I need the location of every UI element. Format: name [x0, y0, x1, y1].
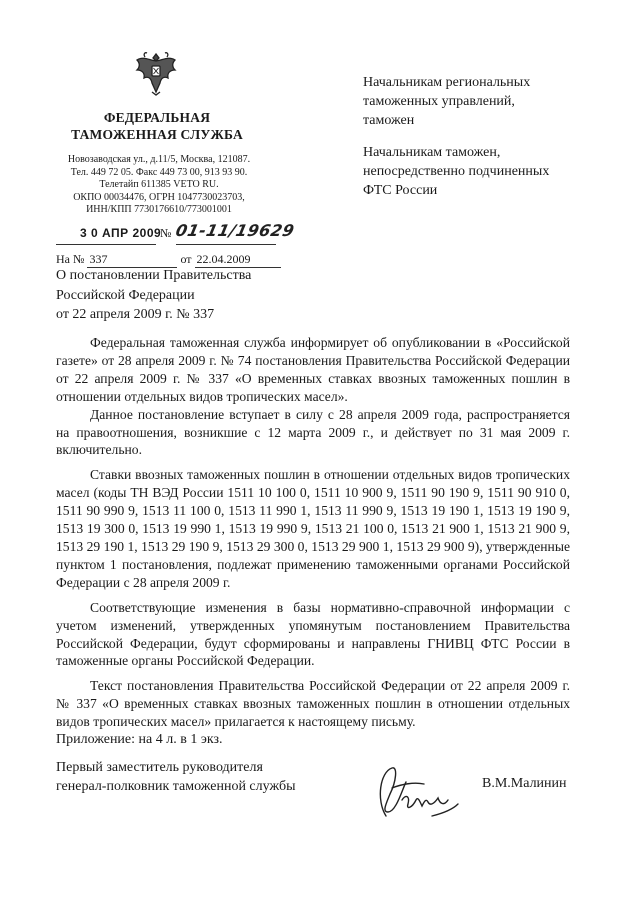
org-okpo: ОКПО 00034476, ОГРН 1047730023703,: [73, 191, 245, 203]
addressee-line: таможен: [363, 113, 415, 128]
ref-date: 22.04.2009: [195, 252, 281, 268]
body-paragraph: Федеральная таможенная служба информирует об опубликовании в «Российской газете» от 28 апреля 2009 г. № 74 постановления Правительства Российской Федерации от 22 апреля 2009 г. № 337 «О временных ставках ввозных таможенных пошлин в отношении отдельных видов тропических масел».: [56, 335, 570, 404]
number-sign: №: [160, 226, 172, 240]
addressee-line: ФТС России: [363, 183, 438, 198]
date-underline: [56, 244, 156, 245]
org-teletype: Телетайп 611385 VETO RU.: [99, 179, 219, 191]
body-paragraph: Данное постановление вступает в силу с 28 апреля 2009 года, распространяется на правоотношения, возникшие с 12 марта 2009 г., и действует по 31 мая 2009 г. включительно.: [56, 406, 570, 458]
registration-number: 01-11/19629: [173, 221, 297, 240]
addressee-line: таможенных управлений,: [363, 94, 515, 109]
number-underline: [176, 244, 276, 245]
ref-number: 337: [87, 252, 177, 268]
org-inn: ИНН/КПП 7730176610/773001001: [86, 204, 232, 216]
addressee-group-2: [363, 143, 603, 200]
org-name: [52, 109, 262, 143]
addressee-group-1: [363, 73, 603, 130]
subject-line: от 22 апреля 2009 г. № 337: [56, 307, 215, 322]
signatory-position: [56, 758, 336, 796]
org-details: [48, 154, 270, 217]
subject-line: О постановлении Правительства: [56, 268, 252, 283]
body-paragraph: Соответствующие изменения в базы нормативно-справочной информации с учетом изменений, утвержденных упомянутым постановлением Правительства Российской Федерации, будут сформированы и направлены ГНИВЦ ФТС России в таможенные органы Российской Федерации.: [56, 599, 570, 669]
letter-body: [56, 334, 570, 731]
subject-line: Российской Федерации: [56, 287, 195, 303]
ref-prefix: На №: [56, 252, 85, 266]
org-name-line1: ФЕДЕРАЛЬНАЯ: [103, 110, 211, 125]
body-paragraph: Текст постановления Правительства Российской Федерации от 22 апреля 2009 г. № 337 «О временных ставках ввозных таможенных пошлин в отношении отдельных видов тропических масел» прилагается к настоящему письму.: [56, 678, 570, 730]
signer-name: В.М.Малинин: [482, 776, 567, 791]
org-phone: Тел. 449 72 05. Факс 449 73 00, 913 93 90.: [70, 166, 248, 178]
addressee-line: Начальникам региональных: [363, 75, 531, 90]
position-line: Первый заместитель руководителя: [56, 760, 263, 775]
addressee-line: непосредственно подчиненных: [363, 164, 550, 179]
position-line: генерал-полковник таможенной службы: [56, 779, 296, 794]
body-paragraph: Ставки ввозных таможенных пошлин в отношении отдельных видов тропических масел (коды ТН ВЭД России 1511 10 100 0, 1511 10 900 9, 1511 90 190 9, 1511 90 910 0, 1511 90 990 9, 1513 11 100 0, 1513 11 990 1, 1513 11 990 9, 1513 19 190 1, 1513 19 190 9, 1513 19 300 0, 1513 19 990 1, 1513 19 990 9, 1513 21 100 0, 1513 21 900 1, 1513 21 900 9, 1513 29 190 1, 1513 29 190 9, 1513 29 300 0, 1513 29 900 1, 1513 29 900 9), утвержденные пунктом 1 постановления, подлежат применению таможенными органами Российской Федерации с 28 апреля 2009 г.: [56, 467, 570, 590]
ref-date-prefix: от: [180, 252, 192, 266]
double-headed-eagle-emblem: [131, 48, 181, 98]
org-address: Новозаводская ул., д.11/5, Москва, 121087.: [67, 154, 251, 165]
addressee-line: Начальникам таможен,: [363, 145, 501, 160]
org-name-line2: ТАМОЖЕННАЯ СЛУЖБА: [71, 127, 243, 142]
handwritten-signature: [362, 760, 472, 826]
registration-date-stamp: 3 0 АПР 2009: [80, 226, 162, 240]
attachment-note: Приложение: на 4 л. в 1 экз.: [56, 732, 223, 747]
letter-subject: [56, 266, 316, 325]
